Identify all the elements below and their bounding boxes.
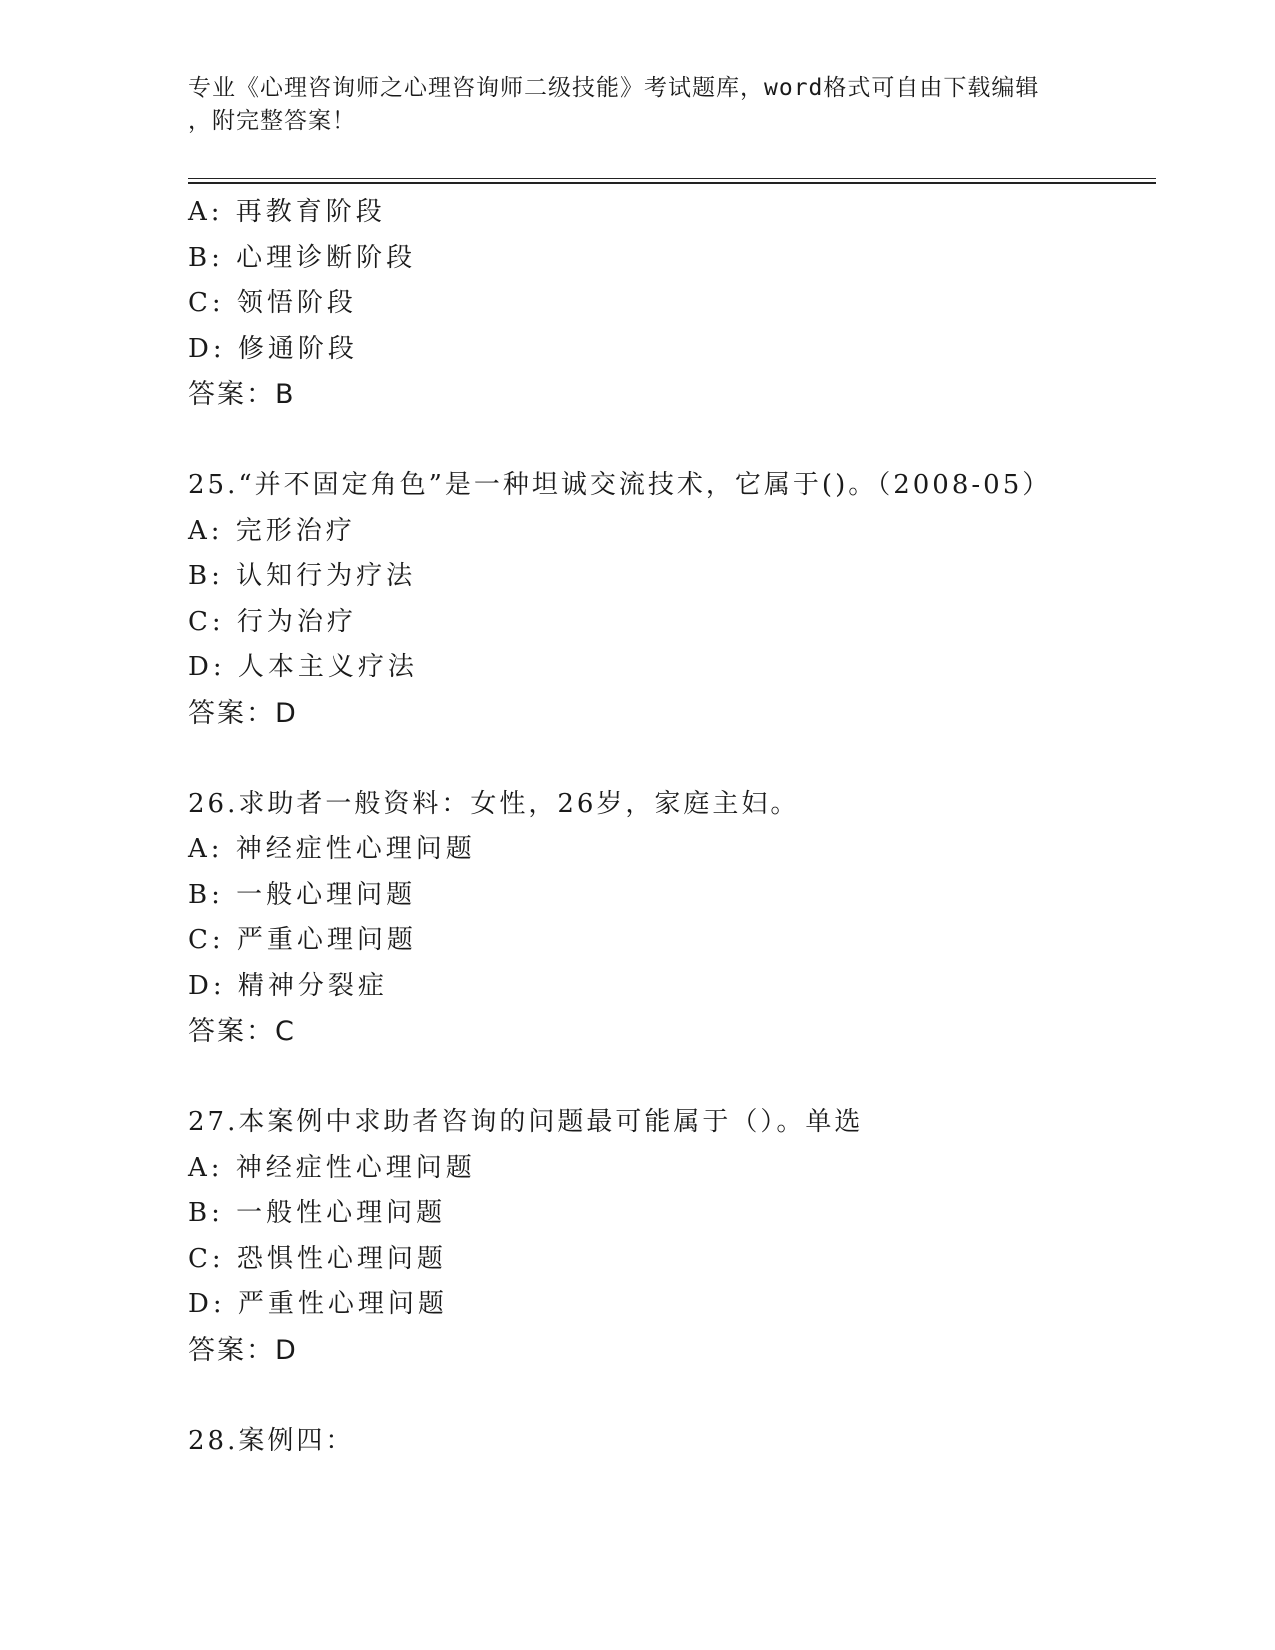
answer-line: 答案：B <box>188 379 296 410</box>
option-d: D: 修通阶段 <box>188 333 358 364</box>
answer-line: 答案：C <box>188 1016 296 1047</box>
option-c: C: 领悟阶段 <box>188 288 357 318</box>
option-b: B: 心理诊断阶段 <box>188 242 417 273</box>
option-d: D: 严重性心理问题 <box>188 1289 448 1319</box>
option-b: B: 认知行为疗法 <box>188 561 417 591</box>
question-title: 26.求助者一般资料：女性，26岁，家庭主妇。 <box>188 788 800 819</box>
question-partial <box>188 190 1156 418</box>
question-26 <box>188 782 1156 1055</box>
option-c: C: 恐惧性心理问题 <box>188 1243 447 1274</box>
spacer <box>188 418 1156 464</box>
option-c: C: 严重心理问题 <box>188 925 417 955</box>
spacer <box>188 1055 1156 1101</box>
header-divider <box>188 178 1156 184</box>
option-a: A: 神经症性心理问题 <box>188 1152 476 1183</box>
option-a: A: 完形治疗 <box>188 515 356 546</box>
option-c: C: 行为治疗 <box>188 606 357 637</box>
option-b: B: 一般心理问题 <box>188 879 417 910</box>
answer-line: 答案：D <box>188 1334 298 1366</box>
option-a: A: 再教育阶段 <box>188 197 386 227</box>
question-27 <box>188 1100 1156 1373</box>
question-28 <box>188 1419 1156 1465</box>
question-list <box>188 190 1156 1464</box>
answer-line: 答案：D <box>188 697 298 729</box>
option-d: D: 人本主义疗法 <box>188 652 418 682</box>
spacer <box>188 1373 1156 1419</box>
header-line-2: ，附完整答案！ <box>188 108 356 134</box>
spacer <box>188 736 1156 782</box>
header-line-1: 专业《心理咨询师之心理咨询师二级技能》考试题库，word格式可自由下载编辑 <box>188 75 1040 101</box>
document-header <box>188 72 1088 138</box>
option-a: A: 神经症性心理问题 <box>188 834 476 864</box>
question-title: 27.本案例中求助者咨询的问题最可能属于（）。单选 <box>188 1107 864 1137</box>
question-title: 28.案例四： <box>188 1425 355 1456</box>
document-page <box>188 0 1158 1650</box>
option-d: D: 精神分裂症 <box>188 970 388 1001</box>
question-25 <box>188 463 1156 736</box>
question-title: 25.“并不固定角色”是一种坦诚交流技术，它属于()。（2008-05） <box>188 470 1052 500</box>
option-b: B: 一般性心理问题 <box>188 1198 447 1228</box>
